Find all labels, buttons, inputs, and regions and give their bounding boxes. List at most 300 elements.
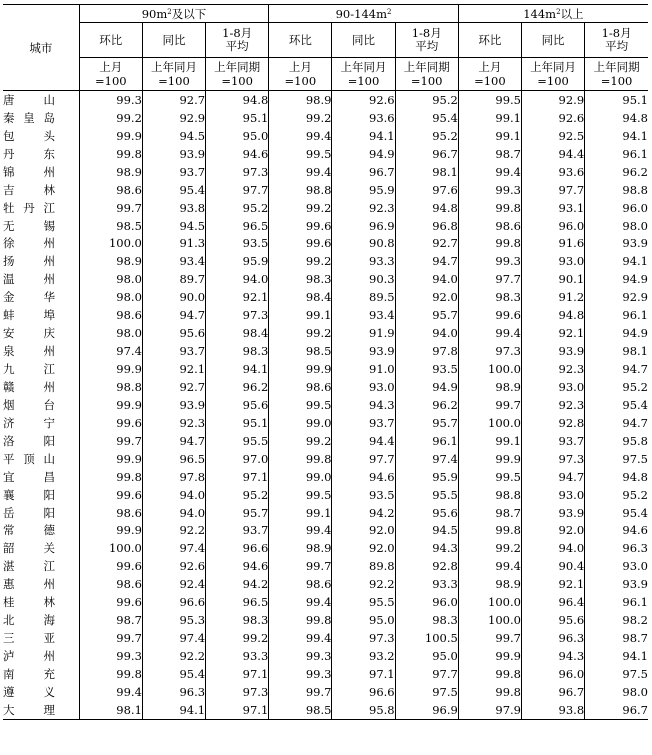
city-cell xyxy=(3,91,79,109)
value-cell: 99.8 xyxy=(458,683,521,701)
city-name: 秦皇岛 xyxy=(3,110,55,125)
value-cell: 89.7 xyxy=(142,270,205,288)
value-cell: 95.8 xyxy=(332,701,395,719)
subheader-avg-line2: 平均 xyxy=(605,39,629,53)
value-cell: 92.7 xyxy=(142,91,205,109)
city-name: 吉林 xyxy=(3,182,55,197)
value-cell: 94.4 xyxy=(332,432,395,450)
value-cell: 99.8 xyxy=(79,665,142,683)
value-cell: 90.8 xyxy=(332,235,395,253)
base-mom-g1 xyxy=(269,58,332,91)
table-row xyxy=(3,109,648,127)
value-cell: 94.1 xyxy=(585,252,648,270)
value-cell: 95.7 xyxy=(395,306,458,324)
base-yoy-g0 xyxy=(142,58,205,91)
city-name: 牡丹江 xyxy=(3,200,55,215)
base-avg-line2: =100 xyxy=(221,74,253,88)
value-cell: 95.2 xyxy=(585,486,648,504)
table-row xyxy=(3,127,648,145)
value-cell: 97.4 xyxy=(142,539,205,557)
city-cell xyxy=(3,611,79,629)
base-mom-line1: 上月 xyxy=(478,60,502,74)
value-cell: 99.6 xyxy=(79,557,142,575)
value-cell: 94.6 xyxy=(332,468,395,486)
value-cell: 95.2 xyxy=(206,199,269,217)
table-row xyxy=(3,270,648,288)
value-cell: 95.2 xyxy=(395,127,458,145)
city-cell xyxy=(3,701,79,719)
city-name: 洛阳 xyxy=(3,433,55,448)
city-name: 安庆 xyxy=(3,326,55,341)
value-cell: 99.9 xyxy=(79,396,142,414)
value-cell: 94.5 xyxy=(395,522,458,540)
value-cell: 97.1 xyxy=(206,468,269,486)
value-cell: 92.2 xyxy=(332,575,395,593)
value-cell: 95.7 xyxy=(206,504,269,522)
table-row xyxy=(3,342,648,360)
value-cell: 100.0 xyxy=(458,593,521,611)
city-name: 金华 xyxy=(3,290,55,305)
value-cell: 97.3 xyxy=(521,450,584,468)
value-cell: 97.7 xyxy=(458,270,521,288)
value-cell: 94.8 xyxy=(521,306,584,324)
value-cell: 93.9 xyxy=(521,342,584,360)
city-header-label: 城市 xyxy=(29,40,53,55)
value-cell: 99.8 xyxy=(458,199,521,217)
value-cell: 93.9 xyxy=(332,342,395,360)
value-cell: 99.1 xyxy=(458,432,521,450)
group-medium-label: 90-144m xyxy=(335,6,387,21)
value-cell: 98.0 xyxy=(79,270,142,288)
value-cell: 94.2 xyxy=(206,575,269,593)
value-cell: 97.7 xyxy=(521,181,584,199)
value-cell: 95.5 xyxy=(395,486,458,504)
value-cell: 93.0 xyxy=(521,486,584,504)
group-large-tail: 以上 xyxy=(560,6,584,21)
value-cell: 98.3 xyxy=(395,611,458,629)
header-base-row xyxy=(3,58,648,91)
value-cell: 98.3 xyxy=(206,611,269,629)
base-avg-g2 xyxy=(585,58,648,91)
city-name: 温州 xyxy=(3,272,55,287)
value-cell: 98.6 xyxy=(79,504,142,522)
value-cell: 99.7 xyxy=(269,557,332,575)
value-cell: 99.3 xyxy=(269,647,332,665)
city-cell xyxy=(3,593,79,611)
value-cell: 98.6 xyxy=(269,378,332,396)
table-row xyxy=(3,199,648,217)
base-yoy-line2: =100 xyxy=(537,74,569,88)
value-cell: 99.2 xyxy=(458,539,521,557)
value-cell: 95.4 xyxy=(142,665,205,683)
header-sub-row xyxy=(3,23,648,58)
value-cell: 99.5 xyxy=(458,91,521,109)
value-cell: 98.6 xyxy=(269,575,332,593)
value-cell: 99.7 xyxy=(458,396,521,414)
value-cell: 99.1 xyxy=(458,127,521,145)
table-row xyxy=(3,647,648,665)
value-cell: 99.9 xyxy=(79,522,142,540)
value-cell: 96.8 xyxy=(395,217,458,235)
value-cell: 99.2 xyxy=(269,324,332,342)
value-cell: 100.0 xyxy=(458,611,521,629)
value-cell: 92.8 xyxy=(521,414,584,432)
value-cell: 99.3 xyxy=(79,647,142,665)
value-cell: 99.1 xyxy=(269,306,332,324)
value-cell: 92.3 xyxy=(521,396,584,414)
value-cell: 98.3 xyxy=(269,270,332,288)
table-row xyxy=(3,163,648,181)
city-name: 韶关 xyxy=(3,541,55,556)
base-yoy-line1: 上年同月 xyxy=(530,60,577,74)
value-cell: 93.5 xyxy=(332,486,395,504)
city-column-header xyxy=(3,5,79,91)
value-cell: 97.5 xyxy=(585,665,648,683)
city-cell xyxy=(3,324,79,342)
value-cell: 91.9 xyxy=(332,324,395,342)
value-cell: 99.4 xyxy=(269,629,332,647)
subheader-avg-line1: 1-8月 xyxy=(601,26,632,40)
base-mom-g0 xyxy=(79,58,142,91)
base-yoy-g1 xyxy=(332,58,395,91)
value-cell: 92.5 xyxy=(521,127,584,145)
value-cell: 95.0 xyxy=(206,127,269,145)
city-cell xyxy=(3,557,79,575)
value-cell: 97.0 xyxy=(206,450,269,468)
value-cell: 95.5 xyxy=(206,432,269,450)
base-mom-line1: 上月 xyxy=(288,60,312,74)
city-cell xyxy=(3,378,79,396)
value-cell: 98.9 xyxy=(79,252,142,270)
value-cell: 97.4 xyxy=(395,450,458,468)
city-cell xyxy=(3,683,79,701)
subheader-avg-line1: 1-8月 xyxy=(411,26,442,40)
value-cell: 92.6 xyxy=(332,91,395,109)
value-cell: 95.2 xyxy=(395,91,458,109)
value-cell: 96.0 xyxy=(521,217,584,235)
value-cell: 94.1 xyxy=(585,647,648,665)
value-cell: 97.7 xyxy=(206,181,269,199)
value-cell: 98.5 xyxy=(269,342,332,360)
value-cell: 99.8 xyxy=(269,611,332,629)
value-cell: 99.9 xyxy=(79,450,142,468)
group-large-label: 144m xyxy=(523,6,557,21)
value-cell: 99.4 xyxy=(458,557,521,575)
value-cell: 94.3 xyxy=(332,396,395,414)
group-header-small xyxy=(79,5,269,23)
value-cell: 94.8 xyxy=(206,91,269,109)
value-cell: 99.8 xyxy=(458,522,521,540)
group-small-sup: 2 xyxy=(167,7,172,16)
value-cell: 94.0 xyxy=(206,270,269,288)
value-cell: 95.0 xyxy=(395,647,458,665)
base-yoy-line1: 上年同月 xyxy=(340,60,387,74)
value-cell: 89.8 xyxy=(332,557,395,575)
city-name: 扬州 xyxy=(3,254,55,269)
value-cell: 91.6 xyxy=(521,235,584,253)
value-cell: 98.0 xyxy=(79,324,142,342)
table-row xyxy=(3,414,648,432)
value-cell: 99.9 xyxy=(79,127,142,145)
city-name: 烟台 xyxy=(3,397,55,412)
value-cell: 93.0 xyxy=(332,378,395,396)
value-cell: 100.5 xyxy=(395,629,458,647)
value-cell: 99.7 xyxy=(458,629,521,647)
table-row xyxy=(3,504,648,522)
value-cell: 99.9 xyxy=(79,360,142,378)
value-cell: 95.6 xyxy=(142,324,205,342)
subheader-mom-g1: 环比 xyxy=(269,23,332,58)
value-cell: 98.6 xyxy=(79,181,142,199)
value-cell: 94.3 xyxy=(395,539,458,557)
city-name: 湛江 xyxy=(3,559,55,574)
value-cell: 92.1 xyxy=(142,360,205,378)
value-cell: 94.6 xyxy=(206,145,269,163)
city-name: 锦州 xyxy=(3,164,55,179)
city-cell xyxy=(3,127,79,145)
city-cell xyxy=(3,575,79,593)
value-cell: 93.2 xyxy=(332,647,395,665)
value-cell: 95.0 xyxy=(332,611,395,629)
value-cell: 94.9 xyxy=(332,145,395,163)
value-cell: 97.3 xyxy=(458,342,521,360)
value-cell: 93.4 xyxy=(332,306,395,324)
value-cell: 99.8 xyxy=(458,235,521,253)
value-cell: 92.3 xyxy=(521,360,584,378)
value-cell: 99.2 xyxy=(269,109,332,127)
value-cell: 93.3 xyxy=(395,575,458,593)
value-cell: 93.3 xyxy=(332,252,395,270)
city-name: 遵义 xyxy=(3,684,55,699)
city-cell xyxy=(3,163,79,181)
city-cell xyxy=(3,288,79,306)
value-cell: 98.0 xyxy=(585,683,648,701)
subheader-avg-g1 xyxy=(395,23,458,58)
value-cell: 99.6 xyxy=(269,217,332,235)
value-cell: 91.2 xyxy=(521,288,584,306)
table-row xyxy=(3,539,648,557)
value-cell: 92.9 xyxy=(585,288,648,306)
value-cell: 96.9 xyxy=(332,217,395,235)
value-cell: 94.4 xyxy=(521,145,584,163)
value-cell: 99.7 xyxy=(79,629,142,647)
value-cell: 92.3 xyxy=(332,199,395,217)
group-small-tail: 及以下 xyxy=(171,6,207,21)
table-row xyxy=(3,181,648,199)
value-cell: 92.6 xyxy=(142,557,205,575)
value-cell: 100.0 xyxy=(79,539,142,557)
value-cell: 95.9 xyxy=(395,468,458,486)
value-cell: 94.7 xyxy=(142,306,205,324)
value-cell: 92.3 xyxy=(142,414,205,432)
value-cell: 96.0 xyxy=(585,199,648,217)
value-cell: 98.1 xyxy=(585,342,648,360)
value-cell: 96.6 xyxy=(332,683,395,701)
value-cell: 95.9 xyxy=(332,181,395,199)
value-cell: 96.1 xyxy=(585,593,648,611)
value-cell: 89.5 xyxy=(332,288,395,306)
city-cell xyxy=(3,360,79,378)
value-cell: 99.4 xyxy=(269,593,332,611)
value-cell: 94.2 xyxy=(332,504,395,522)
value-cell: 95.1 xyxy=(585,91,648,109)
base-avg-line2: =100 xyxy=(600,74,633,88)
value-cell: 90.4 xyxy=(521,557,584,575)
value-cell: 98.1 xyxy=(79,701,142,719)
value-cell: 99.4 xyxy=(269,127,332,145)
value-cell: 92.4 xyxy=(142,575,205,593)
city-cell xyxy=(3,629,79,647)
value-cell: 96.7 xyxy=(521,683,584,701)
value-cell: 99.8 xyxy=(79,468,142,486)
base-avg-g0 xyxy=(206,58,269,91)
value-cell: 98.5 xyxy=(79,217,142,235)
city-cell xyxy=(3,504,79,522)
city-name: 常德 xyxy=(3,523,55,538)
city-cell xyxy=(3,522,79,540)
city-cell xyxy=(3,647,79,665)
value-cell: 96.5 xyxy=(206,217,269,235)
value-cell: 93.0 xyxy=(521,252,584,270)
subheader-avg-line2: 平均 xyxy=(225,39,249,53)
city-name: 无锡 xyxy=(3,218,55,233)
table-row xyxy=(3,360,648,378)
city-cell xyxy=(3,486,79,504)
value-cell: 90.0 xyxy=(142,288,205,306)
value-cell: 96.0 xyxy=(395,593,458,611)
value-cell: 94.0 xyxy=(521,539,584,557)
subheader-yoy-g0: 同比 xyxy=(142,23,205,58)
base-avg-line1: 上年同期 xyxy=(593,60,640,74)
value-cell: 93.9 xyxy=(585,235,648,253)
value-cell: 97.7 xyxy=(332,450,395,468)
value-cell: 97.5 xyxy=(585,450,648,468)
value-cell: 95.4 xyxy=(585,504,648,522)
value-cell: 95.2 xyxy=(206,486,269,504)
city-name: 徐州 xyxy=(3,236,55,251)
city-name: 岳阳 xyxy=(3,505,55,520)
value-cell: 96.6 xyxy=(206,539,269,557)
base-mom-line1: 上月 xyxy=(99,60,123,74)
city-cell xyxy=(3,468,79,486)
value-cell: 99.9 xyxy=(458,647,521,665)
value-cell: 97.3 xyxy=(206,306,269,324)
value-cell: 99.6 xyxy=(269,235,332,253)
subheader-avg-g2 xyxy=(585,23,648,58)
city-name: 南充 xyxy=(3,666,55,681)
group-medium-sup: 2 xyxy=(386,7,392,16)
value-cell: 91.3 xyxy=(142,235,205,253)
city-name: 桂林 xyxy=(3,595,55,610)
value-cell: 96.7 xyxy=(395,145,458,163)
value-cell: 96.3 xyxy=(142,683,205,701)
value-cell: 95.6 xyxy=(521,611,584,629)
value-cell: 99.6 xyxy=(458,306,521,324)
value-cell: 98.1 xyxy=(395,163,458,181)
value-cell: 94.5 xyxy=(142,127,205,145)
value-cell: 99.4 xyxy=(79,683,142,701)
value-cell: 100.0 xyxy=(79,235,142,253)
value-cell: 98.8 xyxy=(79,378,142,396)
base-yoy-line2: =100 xyxy=(347,74,380,88)
value-cell: 91.0 xyxy=(332,360,395,378)
value-cell: 99.3 xyxy=(458,181,521,199)
table-row xyxy=(3,522,648,540)
value-cell: 99.3 xyxy=(79,91,142,109)
value-cell: 98.4 xyxy=(269,288,332,306)
city-name: 泸州 xyxy=(3,649,55,664)
value-cell: 93.7 xyxy=(206,522,269,540)
value-cell: 94.7 xyxy=(585,360,648,378)
value-cell: 96.3 xyxy=(521,629,584,647)
value-cell: 94.8 xyxy=(585,468,648,486)
value-cell: 97.9 xyxy=(458,701,521,719)
city-name: 北海 xyxy=(3,613,55,628)
value-cell: 94.7 xyxy=(395,252,458,270)
value-cell: 98.9 xyxy=(269,91,332,109)
table-row xyxy=(3,575,648,593)
value-cell: 98.0 xyxy=(585,217,648,235)
city-cell xyxy=(3,342,79,360)
value-cell: 96.2 xyxy=(585,163,648,181)
value-cell: 92.0 xyxy=(332,539,395,557)
value-cell: 93.8 xyxy=(142,199,205,217)
value-cell: 93.7 xyxy=(142,163,205,181)
value-cell: 99.5 xyxy=(269,145,332,163)
value-cell: 99.1 xyxy=(458,109,521,127)
base-avg-line1: 上年同期 xyxy=(214,60,261,74)
city-name: 济宁 xyxy=(3,415,55,430)
value-cell: 98.8 xyxy=(585,181,648,199)
table-row xyxy=(3,557,648,575)
table-row xyxy=(3,665,648,683)
value-cell: 94.7 xyxy=(585,414,648,432)
value-cell: 96.5 xyxy=(206,593,269,611)
value-cell: 90.3 xyxy=(332,270,395,288)
value-cell: 99.8 xyxy=(79,145,142,163)
header-group-row xyxy=(3,5,648,23)
value-cell: 96.1 xyxy=(585,145,648,163)
value-cell: 96.2 xyxy=(395,396,458,414)
table-row xyxy=(3,91,648,109)
value-cell: 94.5 xyxy=(142,217,205,235)
group-header-large xyxy=(458,5,648,23)
base-mom-line2: =100 xyxy=(95,74,127,88)
table-header xyxy=(3,5,648,91)
value-cell: 96.6 xyxy=(142,593,205,611)
value-cell: 94.9 xyxy=(395,378,458,396)
table-row xyxy=(3,252,648,270)
city-name: 泉州 xyxy=(3,344,55,359)
value-cell: 98.9 xyxy=(458,378,521,396)
base-avg-line2: =100 xyxy=(410,74,443,88)
table-row xyxy=(3,235,648,253)
value-cell: 98.9 xyxy=(458,575,521,593)
value-cell: 92.7 xyxy=(142,378,205,396)
value-cell: 95.1 xyxy=(206,414,269,432)
value-cell: 93.6 xyxy=(521,163,584,181)
subheader-yoy-g2: 同比 xyxy=(521,23,584,58)
base-yoy-g2 xyxy=(521,58,584,91)
city-name: 包头 xyxy=(3,128,55,143)
value-cell: 95.4 xyxy=(585,396,648,414)
value-cell: 97.3 xyxy=(332,629,395,647)
city-name: 丹东 xyxy=(3,146,55,161)
group-header-medium xyxy=(269,5,459,23)
table-row xyxy=(3,145,648,163)
value-cell: 97.6 xyxy=(395,181,458,199)
value-cell: 99.9 xyxy=(458,450,521,468)
